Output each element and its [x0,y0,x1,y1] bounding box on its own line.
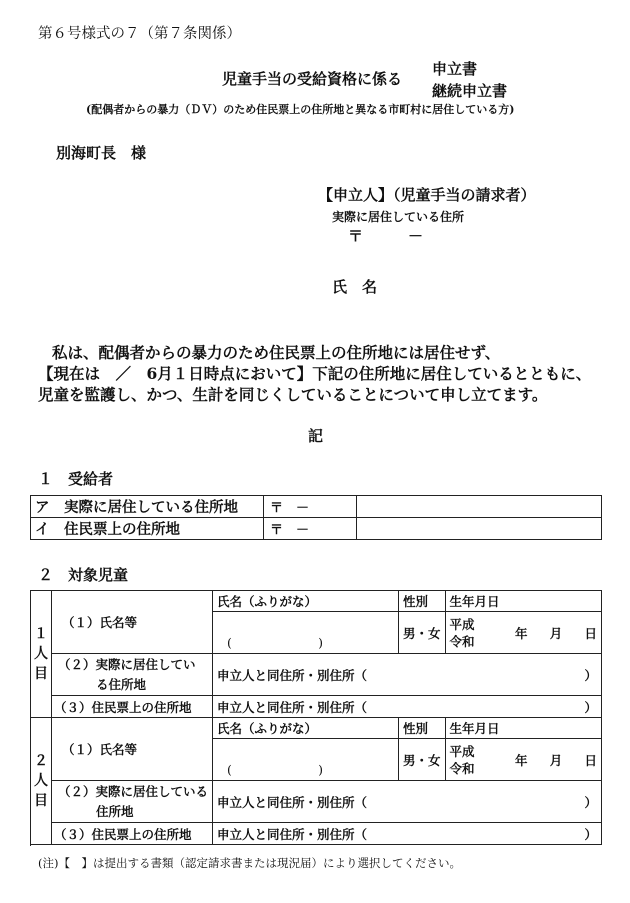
child2-residence-value: 申立人と同住所・別住所（ [217,794,368,810]
statement-line2: 【現在は ／ 6月１日時点において】下記の住所地に居住しているとともに、 [38,364,592,383]
child1-era-reiwa: 令和 [449,633,475,649]
applicant-heading: 【申立人】（児童手当の請求者） [318,186,536,204]
child1-dob-header: 生年月日 [445,591,601,612]
table-row [31,781,602,823]
child1-name-header: 氏名（ふりがな） [213,591,399,612]
title-main: 児童手当の受給資格に係る [222,70,403,88]
child2-residence-close: ） [584,794,597,810]
child1-residence-label-line2: る住所地 [95,676,146,692]
child2-number-text: ２人目 [33,753,48,809]
child2-furigana-open: ( [227,762,232,777]
child1-name-field[interactable] [213,612,399,654]
applicant-postal-dash: － [408,227,424,245]
section1-heading: １ 受給者 [38,470,114,488]
table-row [31,591,602,612]
child1-residence-label [51,654,212,696]
child1-registry-value: 申立人と同住所・別住所（ [217,699,368,715]
child2-dob-field[interactable] [445,739,601,781]
recipient-registry-postal[interactable]: 〒 － [264,518,357,540]
table-row [31,518,602,540]
children-table [30,590,602,845]
child2-number [31,718,52,845]
applicant-postal-mark: 〒 [348,227,364,245]
child2-month-label: 月 [549,752,563,768]
table-row [31,496,602,518]
form-number: 第６号様式の７（第７条関係） [38,26,241,42]
table-row [31,654,602,696]
applicant-name-label: 氏 名 [332,278,378,296]
child1-month-label: 月 [549,625,563,641]
child1-number [31,591,52,718]
recipient-table [30,495,602,540]
child2-sex-field[interactable]: 男・女 [399,739,446,781]
child1-residence-value: 申立人と同住所・別住所（ [217,667,368,683]
child1-registry-label: （３）住民票上の住所地 [51,696,212,718]
child1-number-text: １人目 [33,626,48,682]
child2-furigana-close: ) [318,762,323,777]
child2-name-header: 氏名（ふりがな） [213,718,399,739]
recipient-actual-postal[interactable]: 〒 － [264,496,357,518]
child2-name-field[interactable] [213,739,399,781]
footnote: (注)【 】は提出する書類（認定請求書または現況届）により選択してください。 [38,856,461,870]
child2-sex-header: 性別 [399,718,446,739]
child2-day-label: 日 [584,752,597,768]
child2-residence-label [51,781,212,823]
child2-registry-close: ） [584,826,597,842]
statement-line1: 私は、配偶者からの暴力のため住民票上の住所地には居住せず、 [52,343,501,362]
section2-heading: ２ 対象児童 [38,566,129,584]
child1-dob-field[interactable] [445,612,601,654]
child1-era-heisei: 平成 [449,616,475,632]
title-option-continuation: 継続申立書 [432,82,508,100]
child1-name-row-label: （１）氏名等 [51,591,212,654]
child2-era-reiwa: 令和 [449,760,475,776]
child1-registry-close: ） [584,699,597,715]
child1-residence-field[interactable] [213,654,602,696]
child2-registry-field[interactable] [213,823,602,845]
recipient-actual-address-field[interactable] [357,496,602,518]
child2-name-row-label: （１）氏名等 [51,718,212,781]
child1-sex-field[interactable]: 男・女 [399,612,446,654]
applicant-address-label: 実際に居住している住所 [332,210,465,224]
child2-residence-field[interactable] [213,781,602,823]
ki-heading: 記 [308,427,324,445]
child2-era-heisei: 平成 [449,743,475,759]
title-option-application: 申立書 [432,60,478,78]
recipient-registry-address-label: イ 住民票上の住所地 [31,518,264,540]
child1-furigana-close: ) [318,635,323,650]
recipient-actual-address-label: ア 実際に居住している住所地 [31,496,264,518]
title-subtitle: (配偶者からの暴力（ＤＶ）のため住民票上の住所地と異なる市町村に居住している方) [86,103,515,116]
child2-dob-header: 生年月日 [445,718,601,739]
table-row [31,696,602,718]
recipient-registry-address-field[interactable] [357,518,602,540]
statement-line3: 児童を監護し、かつ、生計を同じくしていることについて申し立てます。 [38,385,548,404]
child2-residence-label-line2: 住所地 [95,803,134,819]
table-row [31,823,602,845]
child1-sex-header: 性別 [399,591,446,612]
child1-residence-label-line1: （２）実際に居住してい [57,656,196,672]
addressee: 別海町長 様 [56,144,147,162]
child1-furigana-open: ( [227,635,232,650]
child2-registry-value: 申立人と同住所・別住所（ [217,826,368,842]
child1-registry-field[interactable] [213,696,602,718]
child2-registry-label: （３）住民票上の住所地 [51,823,212,845]
child1-day-label: 日 [584,625,597,641]
child1-year-label: 年 [515,625,528,641]
child2-year-label: 年 [515,752,528,768]
child1-residence-close: ） [584,667,597,683]
table-row [31,718,602,739]
child2-residence-label-line1: （２）実際に居住している [57,783,208,799]
